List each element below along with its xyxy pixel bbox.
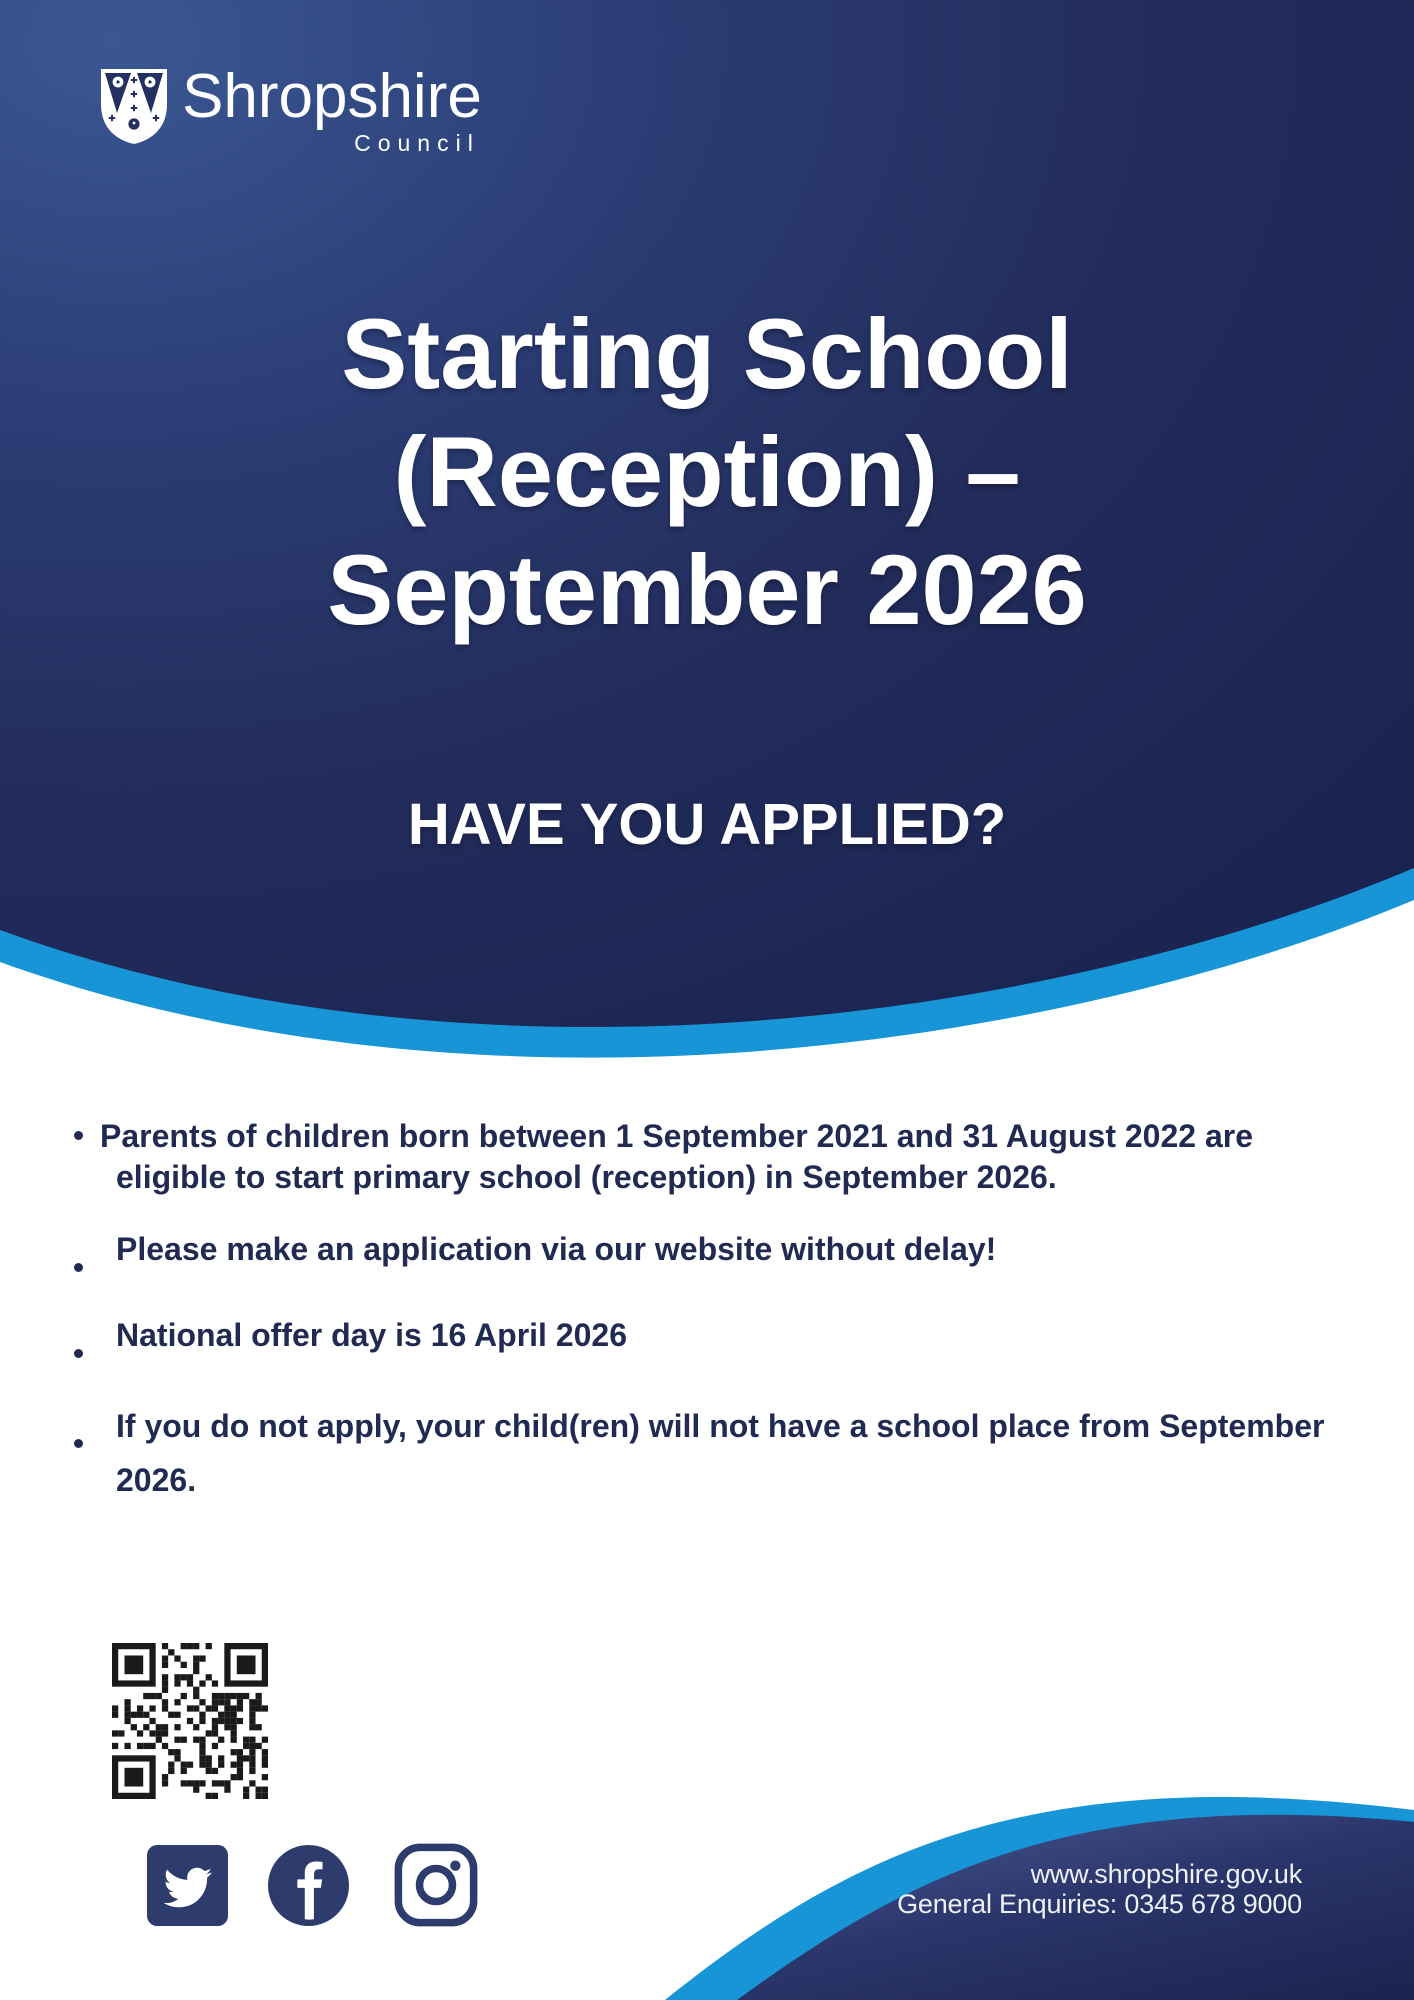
brand-subtitle: Council <box>354 130 480 156</box>
title-line-3: September 2026 <box>327 534 1087 645</box>
bullet-text-2: Please make an application via our website without delay! <box>116 1231 997 1267</box>
title-line-2: (Reception) – <box>393 416 1021 527</box>
tagline: HAVE YOU APPLIED? <box>407 792 1007 857</box>
brand-name: Shropshire <box>182 62 482 131</box>
council-logo <box>98 58 482 155</box>
bullet-list <box>50 1116 1360 1507</box>
bullet-text-1: Parents of children born between 1 September 2021 and 31 August 2022 are eligible to start primary school (reception) in September 2026. <box>100 1118 1253 1195</box>
bullet-item-4 <box>50 1399 1360 1507</box>
brand-text <box>182 58 482 155</box>
footer-contact <box>897 1859 1302 1919</box>
title-line-1: Starting School <box>341 298 1073 409</box>
page-title <box>0 295 1414 649</box>
bullet-text-4: If you do not apply, your child(ren) will not have a school place from September 2026. <box>116 1408 1325 1498</box>
footer-website[interactable]: www.shropshire.gov.uk <box>1030 1859 1302 1889</box>
bullet-text-3: National offer day is 16 April 2026 <box>116 1317 627 1353</box>
council-crest-icon <box>98 66 170 146</box>
bullet-dot <box>74 1263 83 1272</box>
bullet-item-3 <box>50 1315 1360 1356</box>
bullet-dot <box>74 1131 83 1140</box>
bullet-item-1 <box>50 1116 1360 1198</box>
bullet-item-2 <box>50 1229 1360 1270</box>
footer-banner <box>0 1700 1414 2000</box>
bullet-dot <box>74 1349 83 1358</box>
footer-enquiries: General Enquiries: 0345 678 9000 <box>897 1889 1302 1919</box>
bullet-dot <box>74 1439 83 1448</box>
